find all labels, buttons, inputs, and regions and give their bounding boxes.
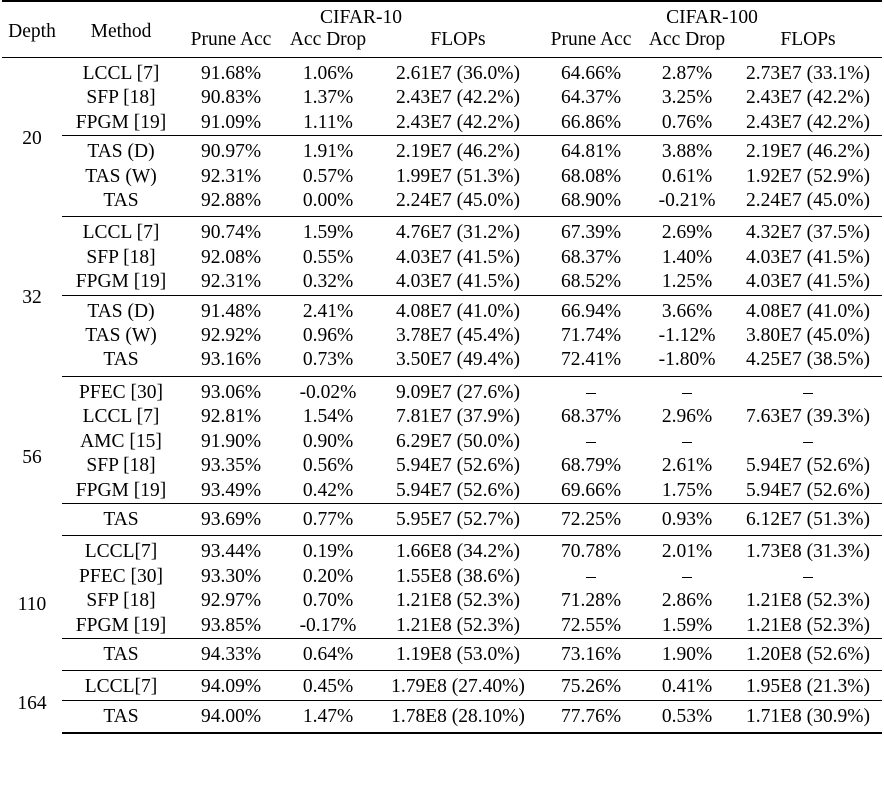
column-header: FLOPs (780, 29, 836, 50)
flops-cell: 4.25E7 (38.5%) (734, 348, 882, 376)
flops-cell: 1.21E8 (52.3%) (395, 614, 521, 636)
table-body (2, 58, 882, 734)
flops-cell: 5.94E7 (52.6%) (746, 455, 871, 477)
flops-cell: 3.78E7 (45.4%) (395, 325, 521, 347)
prune-acc-cell: 67.39% (560, 222, 622, 244)
acc-drop-cell: 1.25% (661, 271, 713, 293)
method-cell: PFEC [30] (79, 565, 163, 587)
flops-cell: 4.03E7 (41.5%) (395, 271, 521, 293)
table-row (2, 165, 882, 189)
prune-acc-cell: – (586, 565, 596, 587)
method-cell: AMC [15] (80, 430, 162, 452)
table-row (2, 430, 882, 454)
acc-drop-cell: -1.80% (640, 348, 734, 376)
column-header: Prune Acc (190, 29, 272, 50)
acc-drop-cell: 1.47% (282, 700, 374, 733)
acc-drop-cell: 1.06% (302, 63, 354, 84)
method-cell: SFP [18] (86, 455, 156, 477)
table-header (2, 1, 882, 58)
acc-drop-cell: 0.53% (640, 700, 734, 733)
flops-cell: 4.32E7 (37.5%) (746, 222, 871, 244)
prune-acc-cell: 92.92% (200, 325, 262, 347)
acc-drop-cell: 1.90% (640, 638, 734, 670)
flops-cell: 4.03E7 (41.5%) (746, 246, 871, 268)
table-row (2, 671, 882, 700)
flops-cell: 1.71E8 (30.9%) (734, 700, 882, 733)
cifar10-header: CIFAR-10 (320, 7, 402, 28)
acc-drop-cell: 0.77% (282, 503, 374, 535)
flops-cell: 7.63E7 (39.3%) (746, 406, 871, 428)
prune-acc-cell: 93.85% (200, 614, 262, 636)
depth-cell: 32 (22, 287, 42, 309)
prune-acc-cell: 71.28% (560, 590, 622, 612)
acc-drop-cell: 0.90% (302, 430, 354, 452)
acc-drop-cell: 0.20% (302, 565, 354, 587)
prune-acc-cell: 93.16% (180, 348, 282, 376)
table-row (2, 348, 882, 376)
table-row (2, 324, 882, 348)
acc-drop-cell: 1.59% (302, 222, 354, 244)
prune-acc-cell: 77.76% (542, 700, 640, 733)
table-row (2, 136, 882, 165)
prune-acc-cell: – (586, 430, 596, 452)
prune-acc-cell: 92.81% (200, 406, 262, 428)
flops-cell: 1.21E8 (52.3%) (746, 590, 871, 612)
method-cell: TAS (W) (85, 165, 157, 187)
flops-cell: 4.76E7 (31.2%) (395, 222, 521, 244)
flops-cell: 1.78E8 (28.10%) (374, 700, 542, 733)
column-header: Prune Acc (550, 29, 632, 50)
method-cell: FPGM [19] (75, 111, 167, 133)
prune-acc-cell: 72.41% (542, 348, 640, 376)
flops-cell: 1.99E7 (51.3%) (395, 165, 521, 187)
acc-drop-cell: 0.76% (661, 111, 713, 133)
method-cell: TAS (62, 638, 180, 670)
table-row (2, 111, 882, 136)
table-row (2, 295, 882, 324)
method-cell: LCCL[7] (84, 541, 158, 563)
acc-drop-cell: 0.61% (661, 165, 713, 187)
acc-drop-cell: 1.75% (661, 479, 713, 501)
flops-cell: 5.95E7 (52.7%) (374, 503, 542, 535)
prune-acc-cell: 94.00% (180, 700, 282, 733)
flops-cell: 3.80E7 (45.0%) (746, 325, 871, 347)
method-cell: SFP [18] (86, 590, 156, 612)
acc-drop-cell: 2.86% (661, 590, 713, 612)
flops-cell: 2.24E7 (45.0%) (374, 189, 542, 217)
method-cell: SFP [18] (86, 87, 156, 109)
acc-drop-cell: 2.01% (661, 541, 713, 563)
prune-acc-cell: 91.48% (180, 295, 282, 324)
acc-drop-cell: 0.70% (302, 590, 354, 612)
flops-cell: 7.81E7 (37.9%) (395, 406, 521, 428)
table-row (2, 614, 882, 639)
prune-acc-cell: – (586, 381, 596, 403)
method-cell: LCCL[7] (84, 676, 158, 698)
flops-cell: 1.73E8 (31.3%) (746, 541, 871, 563)
method-cell: PFEC [30] (79, 381, 163, 403)
prune-acc-cell: 91.90% (200, 430, 262, 452)
cifar100-header: CIFAR-100 (666, 7, 758, 28)
depth-cell: 20 (22, 128, 42, 150)
acc-drop-cell: -0.21% (640, 189, 734, 217)
flops-cell: 3.50E7 (49.4%) (374, 348, 542, 376)
prune-acc-cell: 66.94% (542, 295, 640, 324)
acc-drop-cell: 3.66% (640, 295, 734, 324)
prune-acc-cell: 92.08% (200, 246, 262, 268)
acc-drop-cell: -1.12% (658, 325, 716, 347)
flops-cell: – (803, 565, 813, 587)
prune-acc-cell: 92.31% (200, 271, 262, 293)
method-header: Method (90, 21, 152, 42)
prune-acc-cell: 92.97% (200, 590, 262, 612)
column-header: FLOPs (430, 29, 486, 50)
flops-cell: 1.92E7 (52.9%) (746, 165, 871, 187)
flops-cell: 2.19E7 (46.2%) (734, 136, 882, 165)
flops-cell: 2.43E7 (42.2%) (746, 111, 871, 133)
prune-acc-cell: 91.68% (200, 63, 262, 84)
depth-header: Depth (8, 21, 56, 42)
table-row (2, 565, 882, 589)
flops-cell: – (803, 430, 813, 452)
table-row (2, 503, 882, 535)
flops-cell: – (803, 381, 813, 403)
flops-cell: 4.03E7 (41.5%) (395, 246, 521, 268)
acc-drop-cell: 0.45% (302, 676, 354, 698)
method-cell: TAS (62, 700, 180, 733)
acc-drop-cell: 1.37% (302, 87, 354, 109)
column-header: Acc Drop (648, 29, 726, 50)
acc-drop-cell: 1.40% (661, 246, 713, 268)
acc-drop-cell: 0.73% (282, 348, 374, 376)
method-cell: LCCL [7] (82, 63, 160, 84)
prune-acc-cell: 90.74% (200, 222, 262, 244)
table-row (2, 376, 882, 405)
prune-acc-cell: 75.26% (560, 676, 622, 698)
acc-drop-cell: 0.42% (302, 479, 354, 501)
flops-cell: 4.03E7 (41.5%) (746, 271, 871, 293)
acc-drop-cell: -0.17% (299, 614, 357, 636)
prune-acc-cell: 68.90% (542, 189, 640, 217)
table-row (2, 589, 882, 613)
flops-cell: 5.94E7 (52.6%) (746, 479, 871, 501)
acc-drop-cell: 0.55% (302, 246, 354, 268)
flops-cell: 4.08E7 (41.0%) (734, 295, 882, 324)
acc-drop-cell: 0.32% (302, 271, 354, 293)
table-row (2, 700, 882, 733)
prune-acc-cell: 69.66% (560, 479, 622, 501)
prune-acc-cell: 68.37% (560, 246, 622, 268)
flops-cell: 2.24E7 (45.0%) (734, 189, 882, 217)
prune-acc-cell: 72.25% (542, 503, 640, 535)
prune-acc-cell: 72.55% (560, 614, 622, 636)
depth-cell: 56 (22, 446, 42, 468)
flops-cell: 2.43E7 (42.2%) (395, 87, 521, 109)
prune-acc-cell: 68.79% (560, 455, 622, 477)
prune-acc-cell: 93.44% (200, 541, 262, 563)
flops-cell: 1.20E8 (52.6%) (734, 638, 882, 670)
method-cell: SFP [18] (86, 246, 156, 268)
acc-drop-cell: – (682, 430, 692, 452)
flops-cell: 1.21E8 (52.3%) (746, 614, 871, 636)
prune-acc-cell: 66.86% (560, 111, 622, 133)
flops-cell: 5.94E7 (52.6%) (395, 455, 521, 477)
acc-drop-cell: 0.56% (302, 455, 354, 477)
method-cell: TAS (62, 189, 180, 217)
flops-cell: 5.94E7 (52.6%) (395, 479, 521, 501)
flops-cell: 9.09E7 (27.6%) (395, 381, 521, 403)
prune-acc-cell: 64.81% (542, 136, 640, 165)
acc-drop-cell: 0.00% (282, 189, 374, 217)
table-row (2, 479, 882, 504)
prune-acc-cell: 68.37% (560, 406, 622, 428)
acc-drop-cell: 1.11% (303, 111, 353, 133)
acc-drop-cell: – (682, 565, 692, 587)
acc-drop-cell: 2.61% (661, 455, 713, 477)
acc-drop-cell: – (682, 381, 692, 403)
prune-acc-cell: 93.69% (180, 503, 282, 535)
method-cell: TAS (62, 348, 180, 376)
method-cell: TAS (D) (62, 136, 180, 165)
method-cell: TAS (W) (85, 325, 157, 347)
method-cell: TAS (62, 503, 180, 535)
table-row (2, 536, 882, 565)
acc-drop-cell: 0.93% (640, 503, 734, 535)
acc-drop-cell: 0.64% (282, 638, 374, 670)
flops-cell: 6.12E7 (51.3%) (734, 503, 882, 535)
table-row (2, 454, 882, 478)
acc-drop-cell: 2.87% (661, 63, 713, 84)
table-row (2, 405, 882, 429)
prune-acc-cell: 73.16% (542, 638, 640, 670)
table-row (2, 58, 882, 87)
prune-acc-cell: 94.33% (180, 638, 282, 670)
table-row (2, 189, 882, 217)
flops-cell: 2.61E7 (36.0%) (395, 63, 521, 84)
prune-acc-cell: 90.83% (200, 87, 262, 109)
flops-cell: 1.66E8 (34.2%) (395, 541, 521, 563)
prune-acc-cell: 64.66% (560, 63, 622, 84)
table-row (2, 270, 882, 295)
prune-acc-cell: 64.37% (560, 87, 622, 109)
acc-drop-cell: 2.69% (661, 222, 713, 244)
results-table (2, 0, 882, 734)
table-row (2, 86, 882, 110)
prune-acc-cell: 93.35% (200, 455, 262, 477)
flops-cell: 4.08E7 (41.0%) (374, 295, 542, 324)
prune-acc-cell: 91.09% (200, 111, 262, 133)
prune-acc-cell: 90.97% (180, 136, 282, 165)
prune-acc-cell: 68.52% (560, 271, 622, 293)
prune-acc-cell: 92.88% (180, 189, 282, 217)
prune-acc-cell: 93.49% (200, 479, 262, 501)
acc-drop-cell: 2.41% (282, 295, 374, 324)
method-cell: LCCL [7] (82, 222, 160, 244)
method-cell: FPGM [19] (75, 479, 167, 501)
prune-acc-cell: 71.74% (560, 325, 622, 347)
acc-drop-cell: 1.54% (302, 406, 354, 428)
prune-acc-cell: 68.08% (560, 165, 622, 187)
acc-drop-cell: -0.02% (299, 381, 357, 403)
flops-cell: 1.95E8 (21.3%) (746, 676, 871, 698)
acc-drop-cell: 3.88% (640, 136, 734, 165)
method-cell: FPGM [19] (75, 271, 167, 293)
acc-drop-cell: 1.59% (661, 614, 713, 636)
method-cell: TAS (D) (62, 295, 180, 324)
acc-drop-cell: 0.19% (302, 541, 354, 563)
method-cell: LCCL [7] (82, 406, 160, 428)
acc-drop-cell: 0.41% (661, 676, 713, 698)
table-row (2, 246, 882, 270)
flops-cell: 2.19E7 (46.2%) (374, 136, 542, 165)
prune-acc-cell: 93.30% (200, 565, 262, 587)
prune-acc-cell: 93.06% (200, 381, 262, 403)
prune-acc-cell: 94.09% (200, 676, 262, 698)
depth-cell: 164 (17, 692, 47, 714)
flops-cell: 2.43E7 (42.2%) (746, 87, 871, 109)
method-cell: FPGM [19] (75, 614, 167, 636)
acc-drop-cell: 2.96% (661, 406, 713, 428)
table-row (2, 638, 882, 670)
flops-cell: 1.19E8 (53.0%) (374, 638, 542, 670)
acc-drop-cell: 0.96% (302, 325, 354, 347)
acc-drop-cell: 1.91% (282, 136, 374, 165)
prune-acc-cell: 70.78% (560, 541, 622, 563)
depth-cell: 110 (17, 594, 47, 616)
flops-cell: 6.29E7 (50.0%) (395, 430, 521, 452)
flops-cell: 1.79E8 (27.40%) (391, 676, 525, 698)
flops-cell: 1.21E8 (52.3%) (395, 590, 521, 612)
column-header: Acc Drop (289, 29, 367, 50)
table-row (2, 217, 882, 246)
flops-cell: 1.55E8 (38.6%) (395, 565, 521, 587)
acc-drop-cell: 0.57% (302, 165, 354, 187)
prune-acc-cell: 92.31% (200, 165, 262, 187)
flops-cell: 2.43E7 (42.2%) (395, 111, 521, 133)
acc-drop-cell: 3.25% (661, 87, 713, 109)
flops-cell: 2.73E7 (33.1%) (746, 63, 871, 84)
